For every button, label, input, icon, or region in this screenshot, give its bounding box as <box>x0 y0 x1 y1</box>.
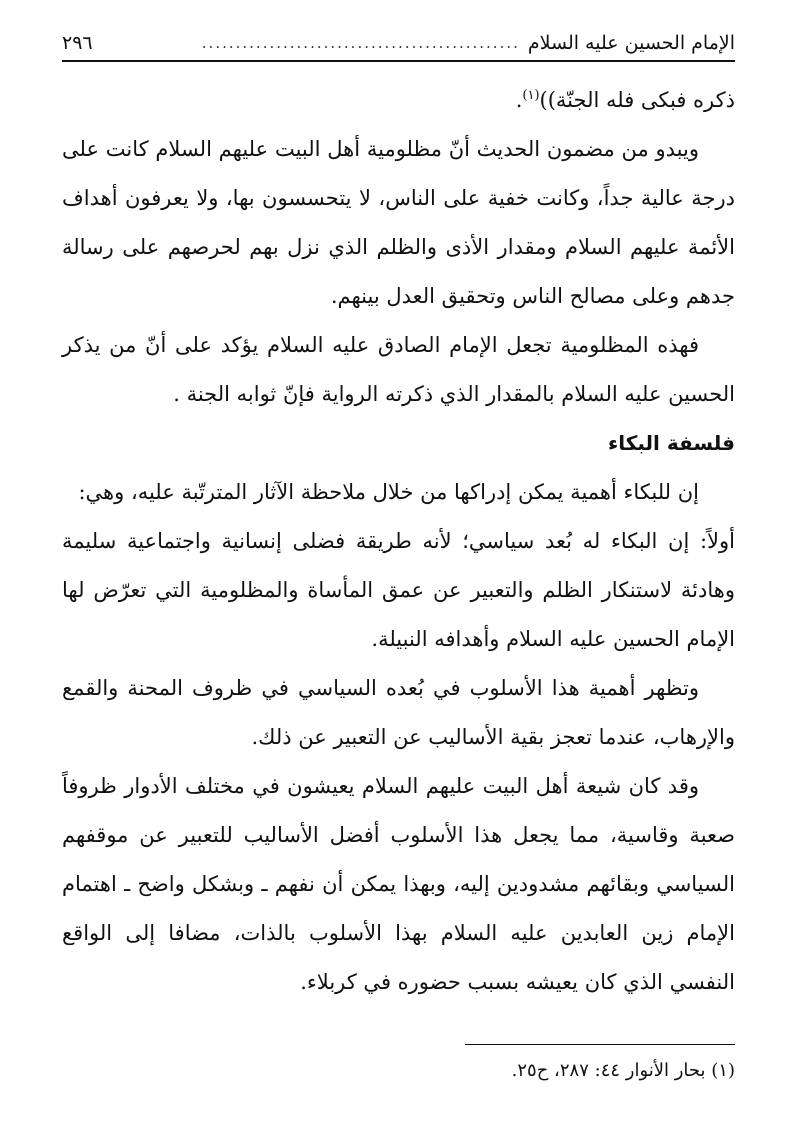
footnote-divider <box>465 1044 735 1045</box>
paragraph-6: وتظهر أهمية هذا الأسلوب في بُعده السياسي في ظروف المحنة والقمع والإرهاب، عندما تعجز بقية الأساليب عن التعبير عن ذلك. <box>62 676 735 749</box>
running-header <box>62 26 735 62</box>
paragraph-5: أولاً: إن البكاء له بُعد سياسي؛ لأنه طريقة فضلى إنسانية واجتماعية سليمة وهادئة لاستنكار الظلم والتعبير عن عمق المأساة والمظلومية التي تعرّض لها الإمام الحسين عليه السلام وأهدافه النبيلة. <box>62 529 735 651</box>
footnote: (١) بحار الأنوار ٤٤: ٢٨٧، ح٢٥. <box>511 1060 735 1081</box>
paragraph-2: ويبدو من مضمون الحديث أنّ مظلومية أهل البيت عليهم السلام كانت على درجة عالية جداً، وكانت خفية على الناس، لا يتحسسون بها، ولا يعرفون أهداف الأئمة عليهم السلام ومقدار الأذى والظلم الذي نزل بهم لحرصهم على رسالة جدهم وعلى مصالح الناس وتحقيق العدل بينهم. <box>62 137 735 308</box>
paragraph-3: فهذه المظلومية تجعل الإمام الصادق عليه السلام يؤكد على أنّ من يذكر الحسين عليه السلام بالمقدار الذي ذكرته الرواية فإنّ ثوابه الجنة . <box>62 333 735 406</box>
page-number: ٢٩٦ <box>62 32 93 54</box>
paragraph-7: وقد كان شيعة أهل البيت عليهم السلام يعيشون في مختلف الأدوار ظروفاً صعبة وقاسية، مما يجعل هذا الأسلوب أفضل الأساليب للتعبير عن موقفهم السياسي وبقائهم مشدودين إليه، وبهذا يمكن أن نفهم ـ وبشكل واضح ـ اهتمام الإمام زين العابدين عليه السلام بهذا الأسلوب بالذات، مضافا إلى الواقع النفسي الذي كان يعيشه بسبب حضوره في كربلاء. <box>62 774 735 994</box>
paragraph-1: ذكره فبكى فله الجنّة))$^{(١)}$. <box>515 88 735 112</box>
paragraph-4: إن للبكاء أهمية يمكن إدراكها من خلال ملاحظة الآثار المترتّبة عليه، وهي: <box>78 480 699 504</box>
section-heading: فلسفة البكاء <box>608 431 735 455</box>
page-body <box>62 76 735 1007</box>
header-leader-dots: ............................................... <box>201 34 520 52</box>
header-title: الإمام الحسين عليه السلام <box>527 32 735 54</box>
footnote-reference: (١) <box>522 88 540 103</box>
paragraph-1-text: ذكره فبكى فله الجنّة)) <box>539 88 735 112</box>
